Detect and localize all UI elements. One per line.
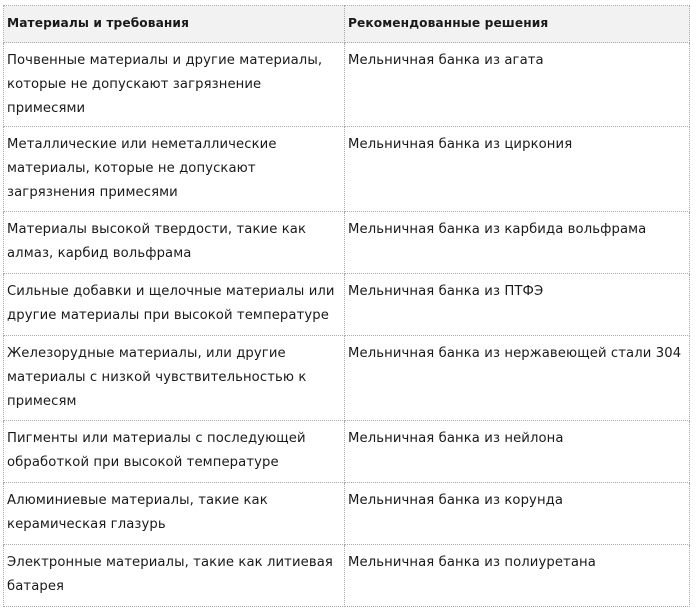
- table-row: [4, 127, 690, 212]
- solution-cell: Мельничная банка из нержавеющей стали 304: [345, 336, 690, 421]
- solution-cell: Мельничная банка из ПТФЭ: [345, 274, 690, 336]
- materials-table-container: [3, 5, 689, 607]
- solution-cell: Мельничная банка из циркония: [345, 127, 690, 212]
- table-row: [4, 274, 690, 336]
- table-row: [4, 212, 690, 274]
- table-row: [4, 421, 690, 483]
- materials-table: [3, 5, 690, 607]
- requirement-cell: Сильные добавки и щелочные материалы или другие материалы при высокой температуре: [4, 274, 345, 336]
- table-row: [4, 336, 690, 421]
- solution-cell: Мельничная банка из агата: [345, 43, 690, 127]
- requirement-cell: Электронные материалы, такие как литиевая батарея: [4, 545, 345, 607]
- solution-cell: Мельничная банка из корунда: [345, 483, 690, 545]
- requirement-cell: Металлические или неметаллические материалы, которые не допускают загрязнения примесями: [4, 127, 345, 212]
- table-row: [4, 43, 690, 127]
- requirement-cell: Алюминиевые материалы, такие как керамическая глазурь: [4, 483, 345, 545]
- header-requirements: Материалы и требования: [4, 6, 345, 43]
- requirement-cell: Почвенные материалы и другие материалы, которые не допускают загрязнение примесями: [4, 43, 345, 127]
- solution-cell: Мельничная банка из полиуретана: [345, 545, 690, 607]
- requirement-cell: Материалы высокой твердости, такие как алмаз, карбид вольфрама: [4, 212, 345, 274]
- table-row: [4, 545, 690, 607]
- requirement-cell: Пигменты или материалы с последующей обработкой при высокой температуре: [4, 421, 345, 483]
- table-row: [4, 483, 690, 545]
- solution-cell: Мельничная банка из нейлона: [345, 421, 690, 483]
- requirement-cell: Железорудные материалы, или другие материалы с низкой чувствительностью к примесям: [4, 336, 345, 421]
- solution-cell: Мельничная банка из карбида вольфрама: [345, 212, 690, 274]
- table-header-row: [4, 6, 690, 43]
- header-solutions: Рекомендованные решения: [345, 6, 690, 43]
